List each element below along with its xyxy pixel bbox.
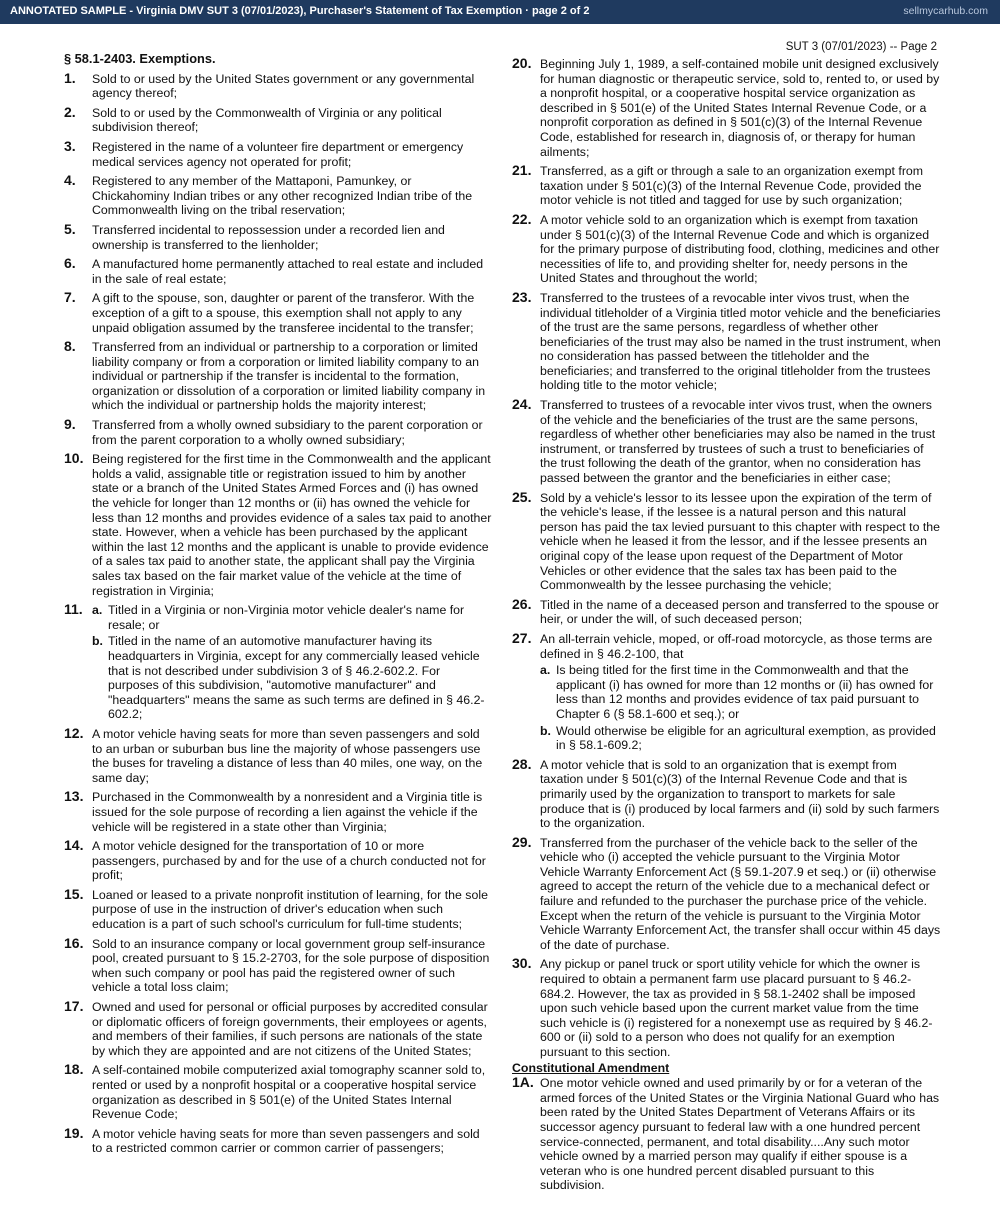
item-text: Transferred to the trustees of a revocable inter vivos trust, when the individual titleholder of a Virginia titled motor vehicle and the beneficiaries of the trust are the same persons, regardless of whether other beneficiaries of the trust may also be named in the trust instrument, when no consideration has passed between the titleholder and the beneficiaries; and transferred to the original titleholder from the trustees holding title to the motor vehicle; <box>540 290 941 393</box>
item-text: An all-terrain vehicle, moped, or off-road motorcycle, as those terms are defined in § 46.2-100, that <box>540 631 933 661</box>
item-text: Transferred from the purchaser of the vehicle back to the seller of the vehicle who (i) accepted the vehicle pursuant to the Virginia Motor Vehicle Warranty Enforcement Act (§ 59.1-207.9 et seq.) or (ii) otherwise agreed to accept the return of the vehicle due to a mechanical defect or failure and refunded to the purchaser the purchase price of the vehicle. Except when the return of the vehicle is pursuant to the Virginia Motor Vehicle Warranty Enforcement Act, the transfer shall occur within 45 days of the date of purchase. <box>540 835 941 952</box>
item-number: 16. <box>64 934 84 951</box>
item-text: Sold by a vehicle's lessor to its lessee upon the expiration of the term of the vehicle's lease, if the lessee is a natural person and this natural person has paid the tax levied pursuant to this chapter with respect to the vehicle when he leased it from the lessor, and if the lessee presents an original copy of the lease upon request of the Department of Motor Vehicles or other evidence that the sales tax has been paid to the Commonwealth by the lessee purchasing the vehicle; <box>540 490 941 593</box>
banner-title: ANNOTATED SAMPLE - Virginia DMV SUT 3 (07/01/2023), Purchaser's Statement of Tax Exemption · page 2 of 2 <box>10 5 590 17</box>
constitutional-amendment-heading: Constitutional Amendment <box>512 1060 670 1075</box>
item-text: Transferred from an individual or partnership to a corporation or limited liability company or from a corporation or limited liability company to an individual or partnership if the transfer is incidental to the formation, organization or dissolution of a corporation or limited liability company in which the individual or partnership holds the majority interest; <box>92 340 486 413</box>
item-number: 7. <box>64 289 76 306</box>
exemption-item <box>64 174 492 218</box>
exemption-item <box>512 595 942 627</box>
item-text: Transferred to trustees of a revocable inter vivos trust, when the owners of the vehicle and the beneficiaries of the trust are the same persons, regardless of whether other beneficiaries may also be named in the trust instrument, or transferred by trustees of such a trust to beneficiaries of the trust following the death of the grantor, when no consideration has passed between the grantor and the beneficiaries in either case; <box>540 398 936 486</box>
item-text: A manufactured home permanently attached to real estate and included in the sale of real estate; <box>92 257 484 286</box>
exemption-item <box>512 164 942 208</box>
sub-item-text: Is being titled for the first time in the Commonwealth and that the applicant (i) has owned for more than 12 months or (ii) has owned for less than 12 months and provides evidence of tax paid pursuant to Chapter 6 (§ 58.1-600 et seq.); or <box>556 663 934 721</box>
item-text: A motor vehicle that is sold to an organization that is exempt from taxation under § 501(c)(3) of the Internal Revenue Code and that is primarily used by the organization to transport to markets for sale produce that is (i) produced by local farmers and (ii) sold by such farmers to the organization. <box>540 757 940 831</box>
item-text: Owned and used for personal or official purposes by accredited consular or diplomatic officers of foreign governments, their employees or agents, and members of their families, if such persons are nationals of the state by which they are appointed and are not citizens of the United States; <box>92 1000 488 1058</box>
item-number: 23. <box>512 288 532 305</box>
item-text: Transferred, as a gift or through a sale to an organization exempt from taxation under § 501(c)(3) of the Internal Revenue Code, provided the motor vehicle is not titled and tagged for use by such organization; <box>540 164 924 208</box>
item-number: 12. <box>64 724 84 741</box>
item-number: 14. <box>64 837 84 854</box>
item-text: A self-contained mobile computerized axial tomography scanner sold to, rented or used by a nonprofit hospital or a cooperative hospital service organization as described in § 501(e) of the United States Internal Revenue Code; <box>92 1063 486 1122</box>
exemption-item <box>64 340 492 413</box>
top-banner <box>0 0 1000 24</box>
exemption-item <box>64 103 492 135</box>
exemption-list-left <box>64 69 492 1156</box>
sub-item-text: Titled in the name of an automotive manufacturer having its headquarters in Virginia, except for any commercially leased vehicle that is not described under subdivision 3 of § 46.2-602.2. For purposes of this subdivision, "automotive manufacturer" and "headquarters" means the same as such terms are defined in § 46.2-602.2; <box>108 634 485 722</box>
right-column <box>512 52 942 1193</box>
exemption-item <box>64 257 492 286</box>
exemption-item <box>512 288 942 393</box>
item-text: A gift to the spouse, son, daughter or parent of the transferor. With the exception of a gift to a spouse, this exemption shall not apply to any unpaid obligation assumed by the transferee incidental to the transfer; <box>92 291 475 335</box>
exemption-item <box>512 833 942 953</box>
sub-item <box>92 634 492 722</box>
item-number: 1. <box>64 69 76 86</box>
item-number: 18. <box>64 1061 84 1078</box>
exemption-item <box>64 885 492 932</box>
exemption-item <box>64 724 492 785</box>
item-text: A motor vehicle designed for the transportation of 10 or more passengers, purchased by and for the use of a church conducted not for profit; <box>92 839 486 883</box>
item-text: Any pickup or panel truck or sport utility vehicle for which the owner is required to obtain a permanent farm use placard pursuant to § 46.2-684.2. However, the tax as provided in § 58.1-2402 shall be imposed upon such vehicle based upon the current market value from the time such vehicle is (i) registered for a nonexempt use as required by § 46.2-600 or (ii) sold to a person who does not qualify for an exemption pursuant to this section. <box>540 957 933 1059</box>
item-number: 4. <box>64 172 76 189</box>
item-number: 10. <box>64 450 84 467</box>
exemption-item <box>64 291 492 335</box>
item-number: 8. <box>64 338 76 355</box>
item-text: Transferred from a wholly owned subsidiary to the parent corporation or from the parent corporation to a wholly owned subsidiary; <box>92 418 483 447</box>
item-text: Sold to an insurance company or local government group self-insurance pool, created pursuant to § 15.2-2703, for the sole purpose of disposition when such company or pool has paid the registered owner of such vehicle a total loss claim; <box>92 936 490 995</box>
exemption-item <box>512 57 942 159</box>
item-number: 3. <box>64 137 76 154</box>
exemption-item <box>64 1000 492 1058</box>
section-heading: § 58.1-2403. Exemptions. <box>64 51 216 66</box>
sub-item-text: Would otherwise be eligible for an agricultural exemption, as provided in § 58.1-609.2; <box>556 723 936 753</box>
item-number: 19. <box>64 1124 84 1141</box>
site-link[interactable]: sellmycarhub.com <box>903 5 988 17</box>
sub-item <box>540 663 942 721</box>
item-number: 9. <box>64 416 76 433</box>
exemption-item <box>64 137 492 169</box>
exemption-item <box>512 629 942 753</box>
exemption-item <box>64 418 492 447</box>
item-number: 27. <box>512 629 532 646</box>
item-text: Purchased in the Commonwealth by a nonresident and a Virginia title is issued for the sole purpose of recording a lien against the vehicle if the vehicle will be registered in a state other than Virginia; <box>92 790 483 834</box>
exemption-item <box>64 1124 492 1156</box>
sub-item-text: Titled in a Virginia or non-Virginia motor vehicle dealer's name for resale; or <box>108 603 465 632</box>
item-number: 22. <box>512 210 532 227</box>
item-text: A motor vehicle having seats for more than seven passengers and sold to an urban or suburban bus line the majority of whose passengers use the buses for traveling a distance of less than 40 miles, one way, on the same day; <box>92 726 483 785</box>
item-text: Sold to or used by the Commonwealth of Virginia or any political subdivision thereof; <box>92 105 442 135</box>
sub-item-label: a. <box>92 603 103 618</box>
sub-item-label: a. <box>540 663 551 678</box>
exemption-item <box>512 488 942 593</box>
item-number: 1A. <box>512 1074 534 1091</box>
left-column <box>64 52 492 1156</box>
sub-item <box>92 603 492 632</box>
sub-item-label: b. <box>540 723 551 738</box>
item-number: 20. <box>512 55 532 71</box>
item-number: 25. <box>512 488 532 505</box>
exemption-item <box>64 452 492 598</box>
item-number: 6. <box>64 255 76 272</box>
exemption-item <box>64 934 492 995</box>
exemption-item <box>64 603 492 722</box>
exemption-list-right <box>512 57 942 1060</box>
item-text: Transferred incidental to repossession under a recorded lien and ownership is transferred to the lienholder; <box>92 222 445 252</box>
page-label: SUT 3 (07/01/2023) -- Page 2 <box>785 41 937 53</box>
item-number: 5. <box>64 220 76 237</box>
item-number: 28. <box>512 755 532 772</box>
item-text: Registered to any member of the Mattaponi, Pamunkey, or Chickahominy Indian tribes or any other recognized Indian tribe of the Commonwealth living on the tribal reservation; <box>92 174 473 218</box>
item-text: A motor vehicle having seats for more than seven passengers and sold to a restricted common carrier or common carrier of passengers; <box>92 1126 480 1156</box>
item-number: 2. <box>64 103 76 120</box>
exemption-item <box>64 839 492 883</box>
item-text: Sold to or used by the United States government or any governmental agency thereof; <box>92 71 475 101</box>
item-number: 21. <box>512 162 532 179</box>
item-number: 17. <box>64 998 84 1015</box>
item-number: 24. <box>512 396 532 413</box>
item-text: Registered in the name of a volunteer fire department or emergency medical services agency not operated for profit; <box>92 139 464 169</box>
sub-item-label: b. <box>92 634 103 649</box>
exemption-item <box>64 69 492 101</box>
item-number: 11. <box>64 601 83 618</box>
item-text: One motor vehicle owned and used primarily by or for a veteran of the armed forces of the United States or the Virginia National Guard who has been rated by the United States Department of Veterans Affairs or its successor agency pursuant to federal law with a one hundred percent service-connected, permanent, and total disability....Any such motor vehicle owned by a married person may qualify if either spouse is a veteran who is one hundred percent disabled pursuant to this subdivision. <box>540 1076 940 1193</box>
item-number: 15. <box>64 885 84 902</box>
item-text: Beginning July 1, 1989, a self-contained mobile unit designed exclusively for human diagnostic or therapeutic service, sold to, rented to, or used by a nonprofit hospital, or a cooperative hospital service organization as described in § 501(e) of the United States Internal Revenue Code, or a nonprofit corporation as defined in § 501(c)(3) of the Internal Revenue Code, established for research in, diagnosis of, or therapy for human ailments; <box>540 57 940 159</box>
exemption-item <box>64 1063 492 1121</box>
item-text: Titled in the name of a deceased person and transferred to the spouse or heir, or under the will, of such deceased person; <box>540 597 939 627</box>
item-number: 26. <box>512 595 532 612</box>
item-number: 13. <box>64 788 84 805</box>
item-text: Loaned or leased to a private nonprofit institution of learning, for the sole purpose of use in the instruction of driver's education when such education is a part of such school's curriculum for full-time students; <box>92 887 488 932</box>
exemption-item <box>512 957 942 1059</box>
item-text: Being registered for the first time in the Commonwealth and the applicant holds a valid, assignable title or registration issued to him by another state or a branch of the United States Armed Forces and (i) has owned the vehicle for longer than 12 months or (ii) has owned the vehicle for less than 12 months and provides evidence of a sales tax paid to another state. However, when a vehicle has been purchased by the applicant within the last 12 months and the applicant is unable to provide evidence of a sales tax paid to another state, the applicant shall pay the Virginia sales tax based on the fair market value of the vehicle at the time of registration in Virginia; <box>92 452 492 598</box>
item-number: 29. <box>512 833 532 850</box>
exemption-item-1a <box>512 1076 942 1193</box>
exemption-item <box>512 755 942 831</box>
exemption-item <box>512 210 942 286</box>
item-number: 30. <box>512 955 532 972</box>
exemption-item <box>64 220 492 252</box>
exemption-item <box>512 398 942 486</box>
sub-item <box>540 724 942 753</box>
exemption-item <box>64 790 492 834</box>
item-text: A motor vehicle sold to an organization which is exempt from taxation under § 501(c)(3) of the Internal Revenue Code and which is organized for the primary purpose of distributing food, clothing, medicines and other necessities of life to, and providing shelter for, needy persons in the United States and throughout the world; <box>540 212 940 286</box>
